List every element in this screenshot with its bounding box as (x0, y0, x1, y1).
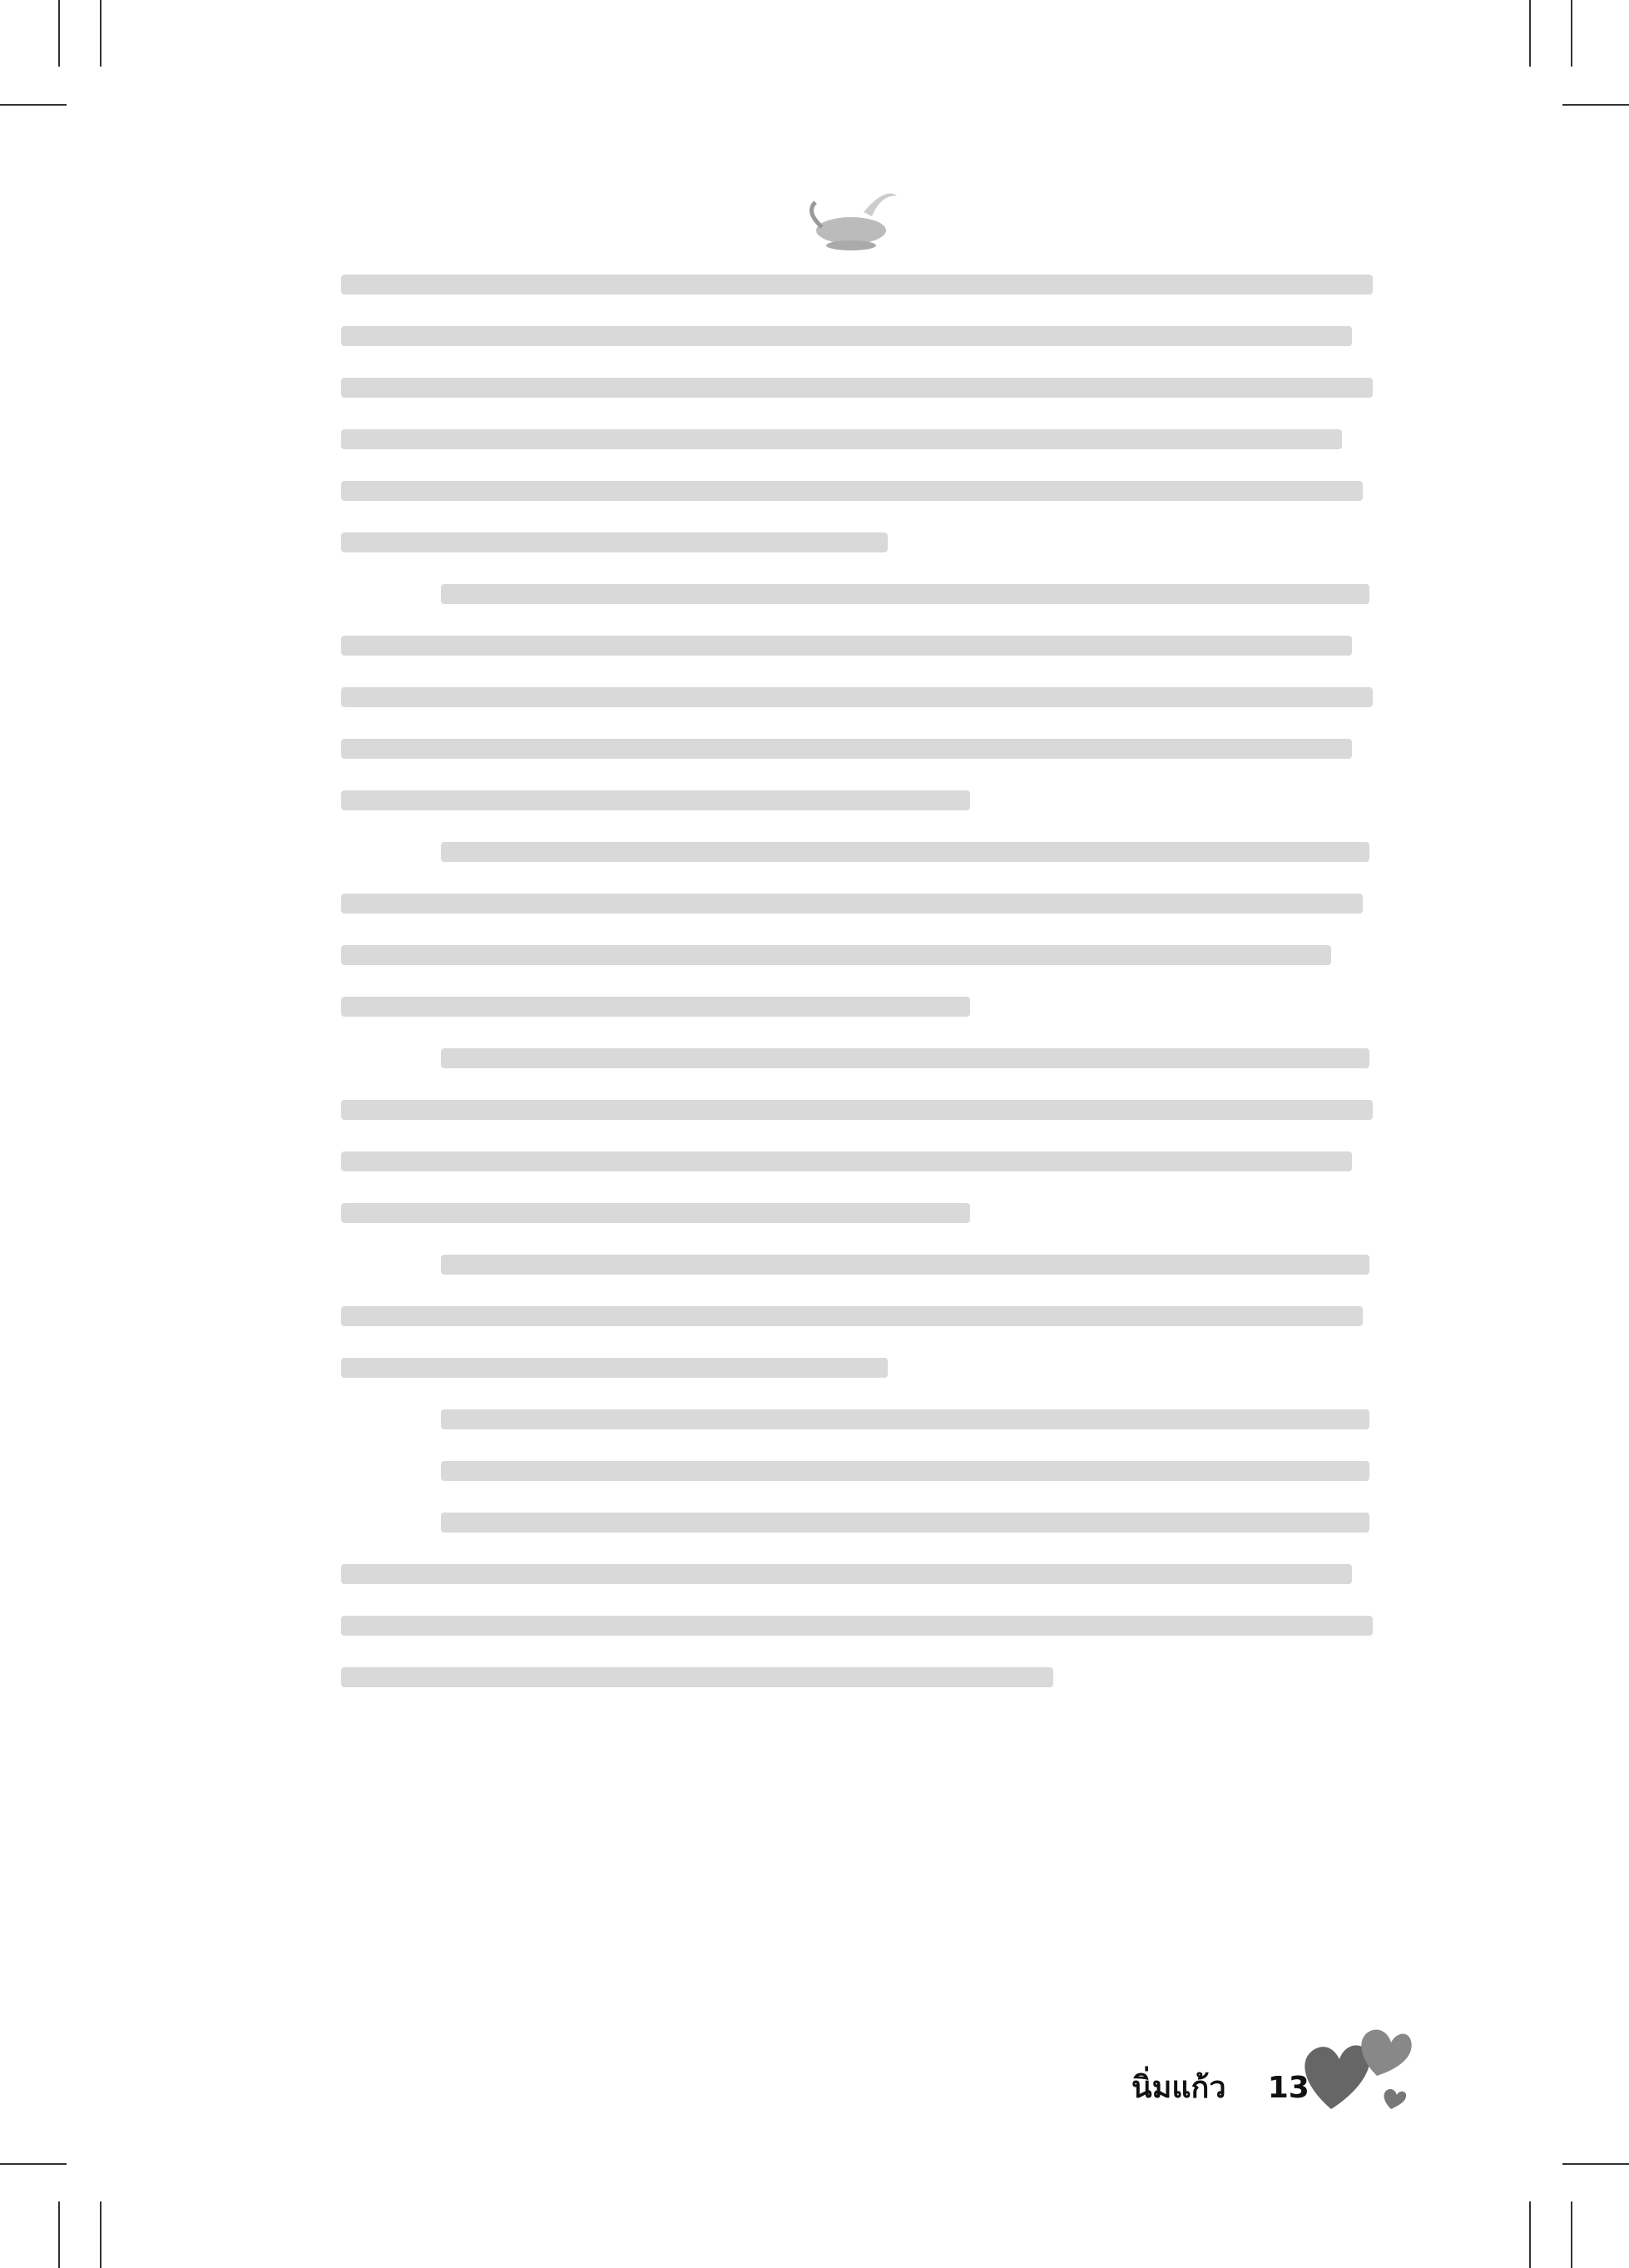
crop-mark (100, 2201, 102, 2268)
text-line-placeholder (441, 1461, 1369, 1481)
text-line-placeholder (341, 1358, 888, 1378)
text-line-placeholder (341, 894, 1363, 914)
text-line-placeholder (341, 532, 888, 552)
text-line-placeholder (341, 1151, 1352, 1171)
text-line-placeholder (441, 584, 1369, 604)
body-text (341, 275, 1373, 1719)
text-line-placeholder (341, 1203, 970, 1223)
text-line-placeholder (341, 997, 970, 1017)
text-line-placeholder (341, 790, 970, 810)
text-line-placeholder (341, 945, 1331, 965)
crop-mark (0, 2163, 67, 2165)
crop-mark (1562, 2163, 1629, 2165)
text-line-placeholder (341, 1616, 1373, 1636)
crop-mark (1562, 104, 1629, 106)
text-line-placeholder (341, 1667, 1053, 1687)
author-name: นิ่มแก้ว (1131, 2071, 1226, 2105)
hearts-icon (1298, 2018, 1414, 2117)
crop-mark (1571, 2201, 1572, 2268)
crop-mark (58, 0, 60, 67)
text-line-placeholder (341, 687, 1373, 707)
crop-mark (58, 2201, 60, 2268)
text-line-placeholder (441, 842, 1369, 862)
text-line-placeholder (341, 1564, 1352, 1584)
text-line-placeholder (341, 636, 1352, 656)
text-line-placeholder (341, 429, 1342, 449)
text-line-placeholder (341, 1100, 1373, 1120)
crop-mark (0, 104, 67, 106)
text-line-placeholder (341, 378, 1373, 398)
text-line-placeholder (441, 1409, 1369, 1429)
page-footer (1131, 2063, 1310, 2111)
page-number: 13 (1267, 2071, 1310, 2105)
text-line-placeholder (441, 1513, 1369, 1533)
crop-mark (1529, 0, 1531, 67)
crop-mark (100, 0, 102, 67)
crop-mark (1571, 0, 1572, 67)
text-line-placeholder (341, 326, 1352, 346)
text-line-placeholder (441, 1048, 1369, 1068)
text-line-placeholder (341, 275, 1373, 295)
text-line-placeholder (441, 1255, 1369, 1275)
text-line-placeholder (341, 1306, 1363, 1326)
teapot-icon (805, 179, 905, 254)
text-line-placeholder (341, 481, 1363, 501)
crop-mark (1529, 2201, 1531, 2268)
text-line-placeholder (341, 739, 1352, 759)
